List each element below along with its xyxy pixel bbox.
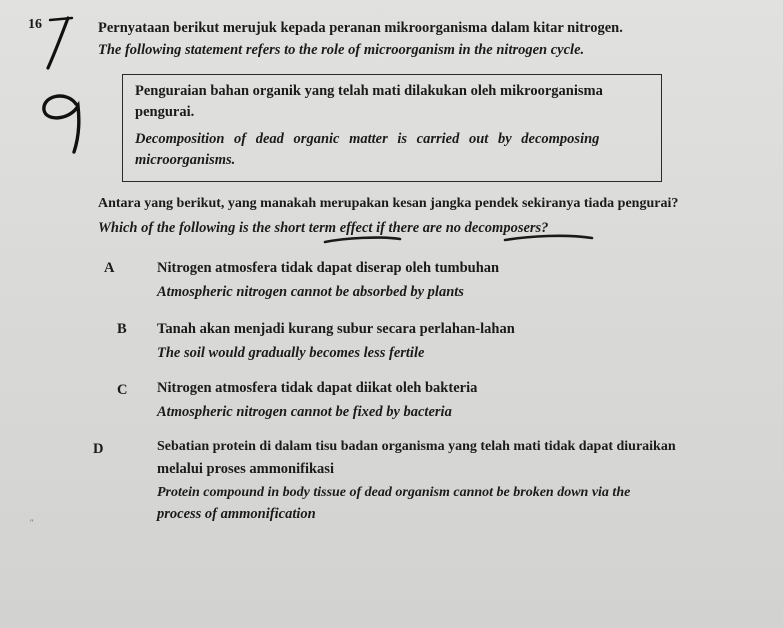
subquestion-english: Which of the following is the short term effect if there are no decomposers?: [98, 220, 549, 236]
option-a-english: Atmospheric nitrogen cannot be absorbed by plants: [157, 284, 464, 300]
option-a-malay: Nitrogen atmosfera tidak dapat diserap oleh tumbuhan: [157, 260, 500, 276]
statement-malay-line1: Penguraian bahan organik yang telah mati dilakukan oleh mikroorganisma: [135, 83, 603, 99]
question-prompt-english: The following statement refers to the role of microorganism in the nitrogen cycle.: [98, 42, 585, 58]
statement-malay-line2: pengurai.: [135, 104, 195, 120]
question-prompt-malay: Pernyataan berikut merujuk kepada peranan mikroorganisma dalam kitar nitrogen.: [98, 20, 623, 36]
option-b-letter: B: [117, 321, 127, 337]
option-b-english: The soil would gradually becomes less fertile: [157, 345, 425, 361]
option-c-letter: C: [117, 382, 128, 398]
option-d-english-line2: process of ammonification: [157, 506, 316, 522]
handwritten-slash-mark: [32, 12, 92, 72]
option-d-letter: D: [93, 441, 104, 457]
option-c-malay: Nitrogen atmosfera tidak dapat diikat oleh bakteria: [157, 380, 478, 396]
handwritten-answer-nine: [36, 84, 94, 154]
question-number: 16: [28, 17, 42, 32]
subquestion-malay: Antara yang berikut, yang manakah merupakan kesan jangka pendek sekiranya tiada pengurai?: [98, 196, 679, 211]
option-c-english: Atmospheric nitrogen cannot be fixed by bacteria: [157, 404, 452, 420]
statement-english-line1: Decomposition of dead organic matter is carried out by decomposing: [135, 131, 600, 147]
option-a-letter: A: [104, 260, 115, 276]
option-b-malay: Tanah akan menjadi kurang subur secara perlahan-lahan: [157, 321, 515, 337]
statement-box: [122, 74, 662, 182]
statement-english-line2: microorganisms.: [135, 152, 236, 168]
option-d-english-line1: Protein compound in body tissue of dead organism cannot be broken down via the: [157, 485, 631, 500]
option-d-malay-line1: Sebatian protein di dalam tisu badan organisma yang telah mati tidak dapat diuraikan: [157, 439, 676, 454]
option-d-malay-line2: melalui proses ammonifikasi: [157, 461, 334, 477]
stray-mark: ″: [30, 518, 34, 528]
